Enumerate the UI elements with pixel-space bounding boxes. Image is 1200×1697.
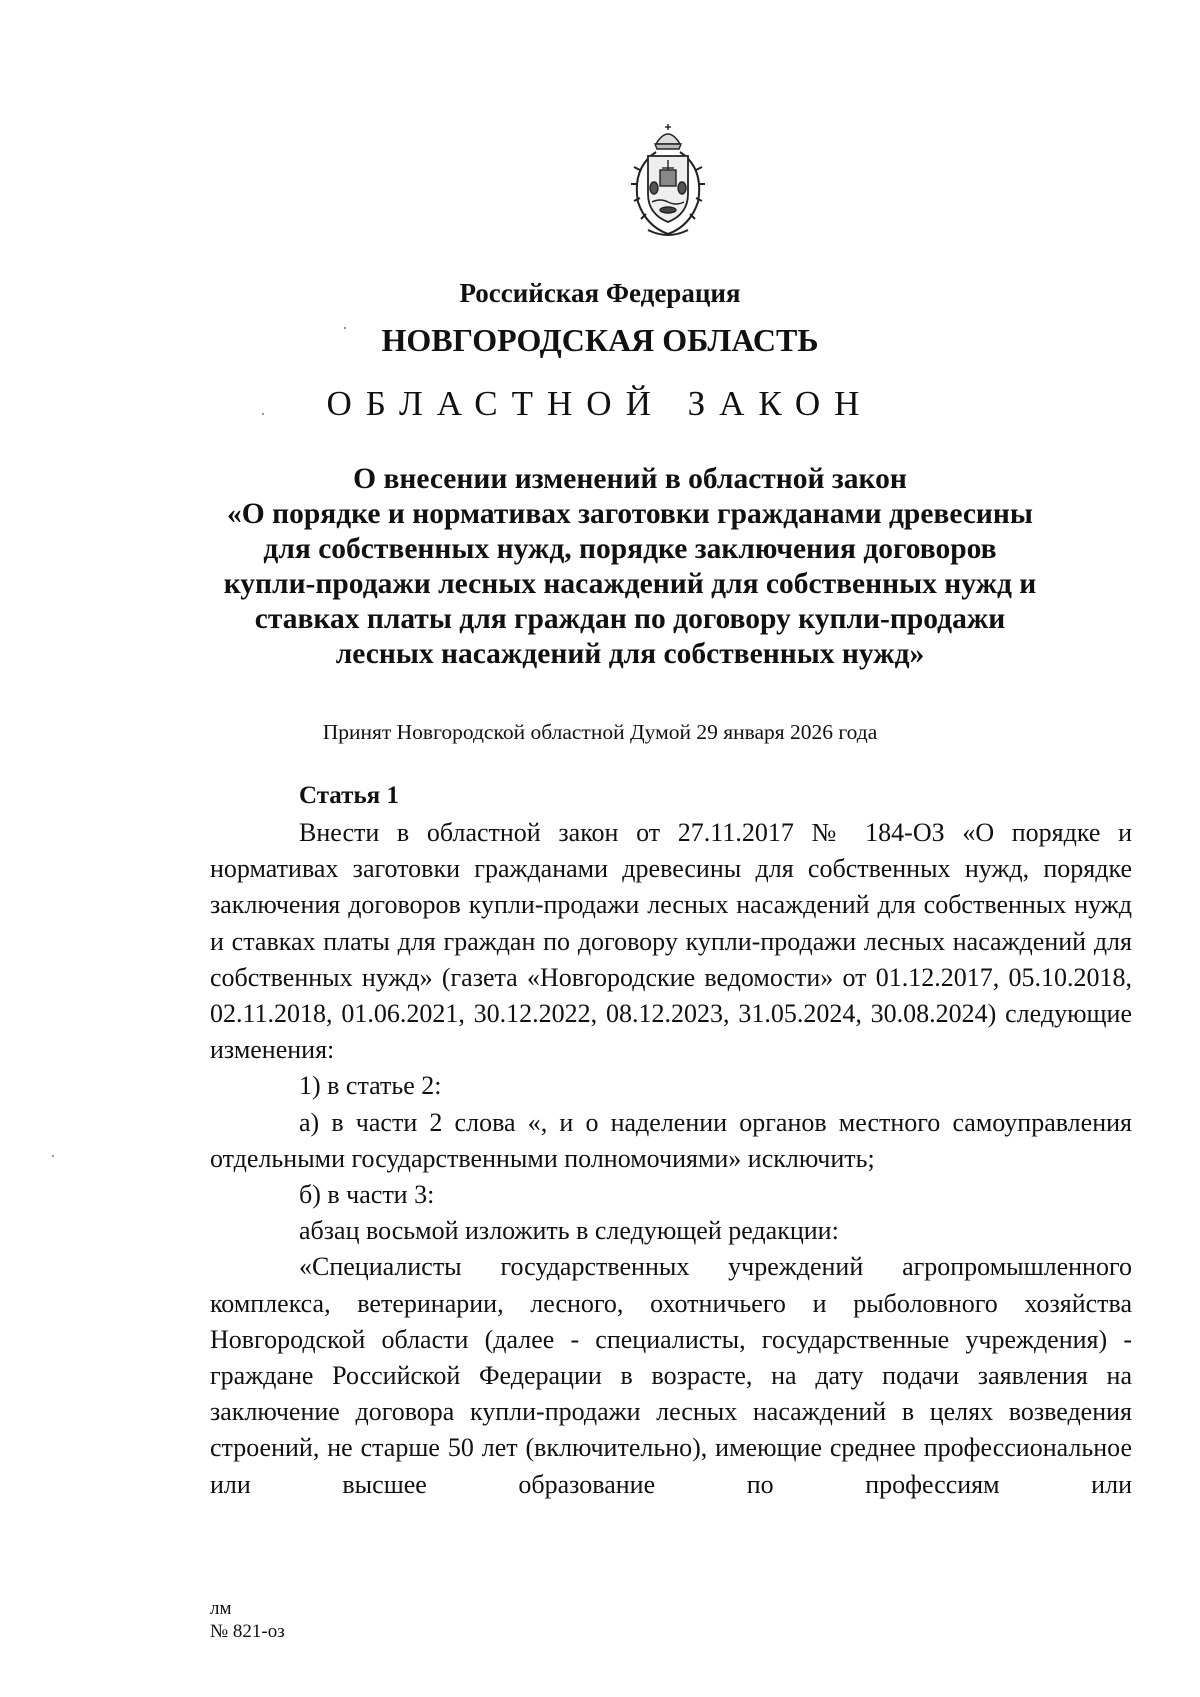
article-paragraph: а) в части 2 слова «, и о наделении органов местного самоуправления отдельными государственными полномочиями» исключить;	[210, 1107, 1132, 1173]
document-type: ОБЛАСТНОЙ ЗАКОН	[326, 384, 874, 423]
law-title-line: лесных насаждений для собственных нужд»	[335, 638, 925, 670]
country-name: Российская Федерация	[459, 278, 741, 308]
scan-speck	[52, 1155, 54, 1157]
law-title-line: О внесении изменений в областной закон	[353, 463, 907, 495]
scan-speck	[262, 413, 264, 415]
law-title-line: ставках платы для граждан по договору купли-продажи	[254, 603, 1006, 635]
footer-note	[210, 1597, 285, 1643]
article-paragraph: б) в части 3:	[299, 1180, 435, 1210]
scan-speck	[344, 327, 346, 329]
article-paragraph: абзац восьмой изложить в следующей редакции:	[299, 1216, 839, 1246]
law-title-line: для собственных нужд, порядке заключения договоров	[263, 533, 997, 565]
law-title	[180, 462, 1080, 672]
coat-of-arms-icon	[626, 122, 710, 244]
law-title-line: купли-продажи лесных насаждений для собственных нужд и	[223, 568, 1037, 600]
article-body	[210, 815, 1132, 1503]
article-paragraph: 1) в статье 2:	[299, 1071, 442, 1101]
region-name: НОВГОРОДСКАЯ ОБЛАСТЬ	[381, 322, 819, 358]
footer-initials: лм	[210, 1598, 232, 1619]
law-title-line: «О порядке и нормативах заготовки гражданами древесины	[227, 498, 1033, 530]
article-heading: Статья 1	[299, 782, 399, 809]
article-paragraph: Внести в областной закон от 27.11.2017 № 184-ОЗ «О порядке и нормативах заготовки гражданами древесины для собственных нужд, порядке заключения договоров купли-продажи лесных насаждений для собственных нужд и ставках платы для граждан по договору купли-продажи лесных насаждений для собственных нужд» (газета «Новгородские ведомости» от 01.12.2017, 05.10.2018, 02.11.2018, 01.06.2021, 30.12.2022, 08.12.2023, 31.05.2024, 30.08.2024) следующие изменения:	[210, 818, 1132, 1065]
adoption-note: Принят Новгородской областной Думой 29 января 2026 года	[322, 720, 878, 744]
article-paragraph: «Специалисты государственных учреждений агропромышленного комплекса, ветеринарии, лесного, охотничьего и рыболовного хозяйства Новгородской области (далее - специалисты, государственные учреждения) - граждане Российской Федерации в возрасте, на дату подачи заявления на заключение договора купли-продажи лесных насаждений в целях возведения строений, не старше 50 лет (включительно), имеющие среднее профессиональное или высшее образование по профессиям или	[210, 1252, 1132, 1499]
footer-number: № 821-оз	[210, 1621, 285, 1642]
